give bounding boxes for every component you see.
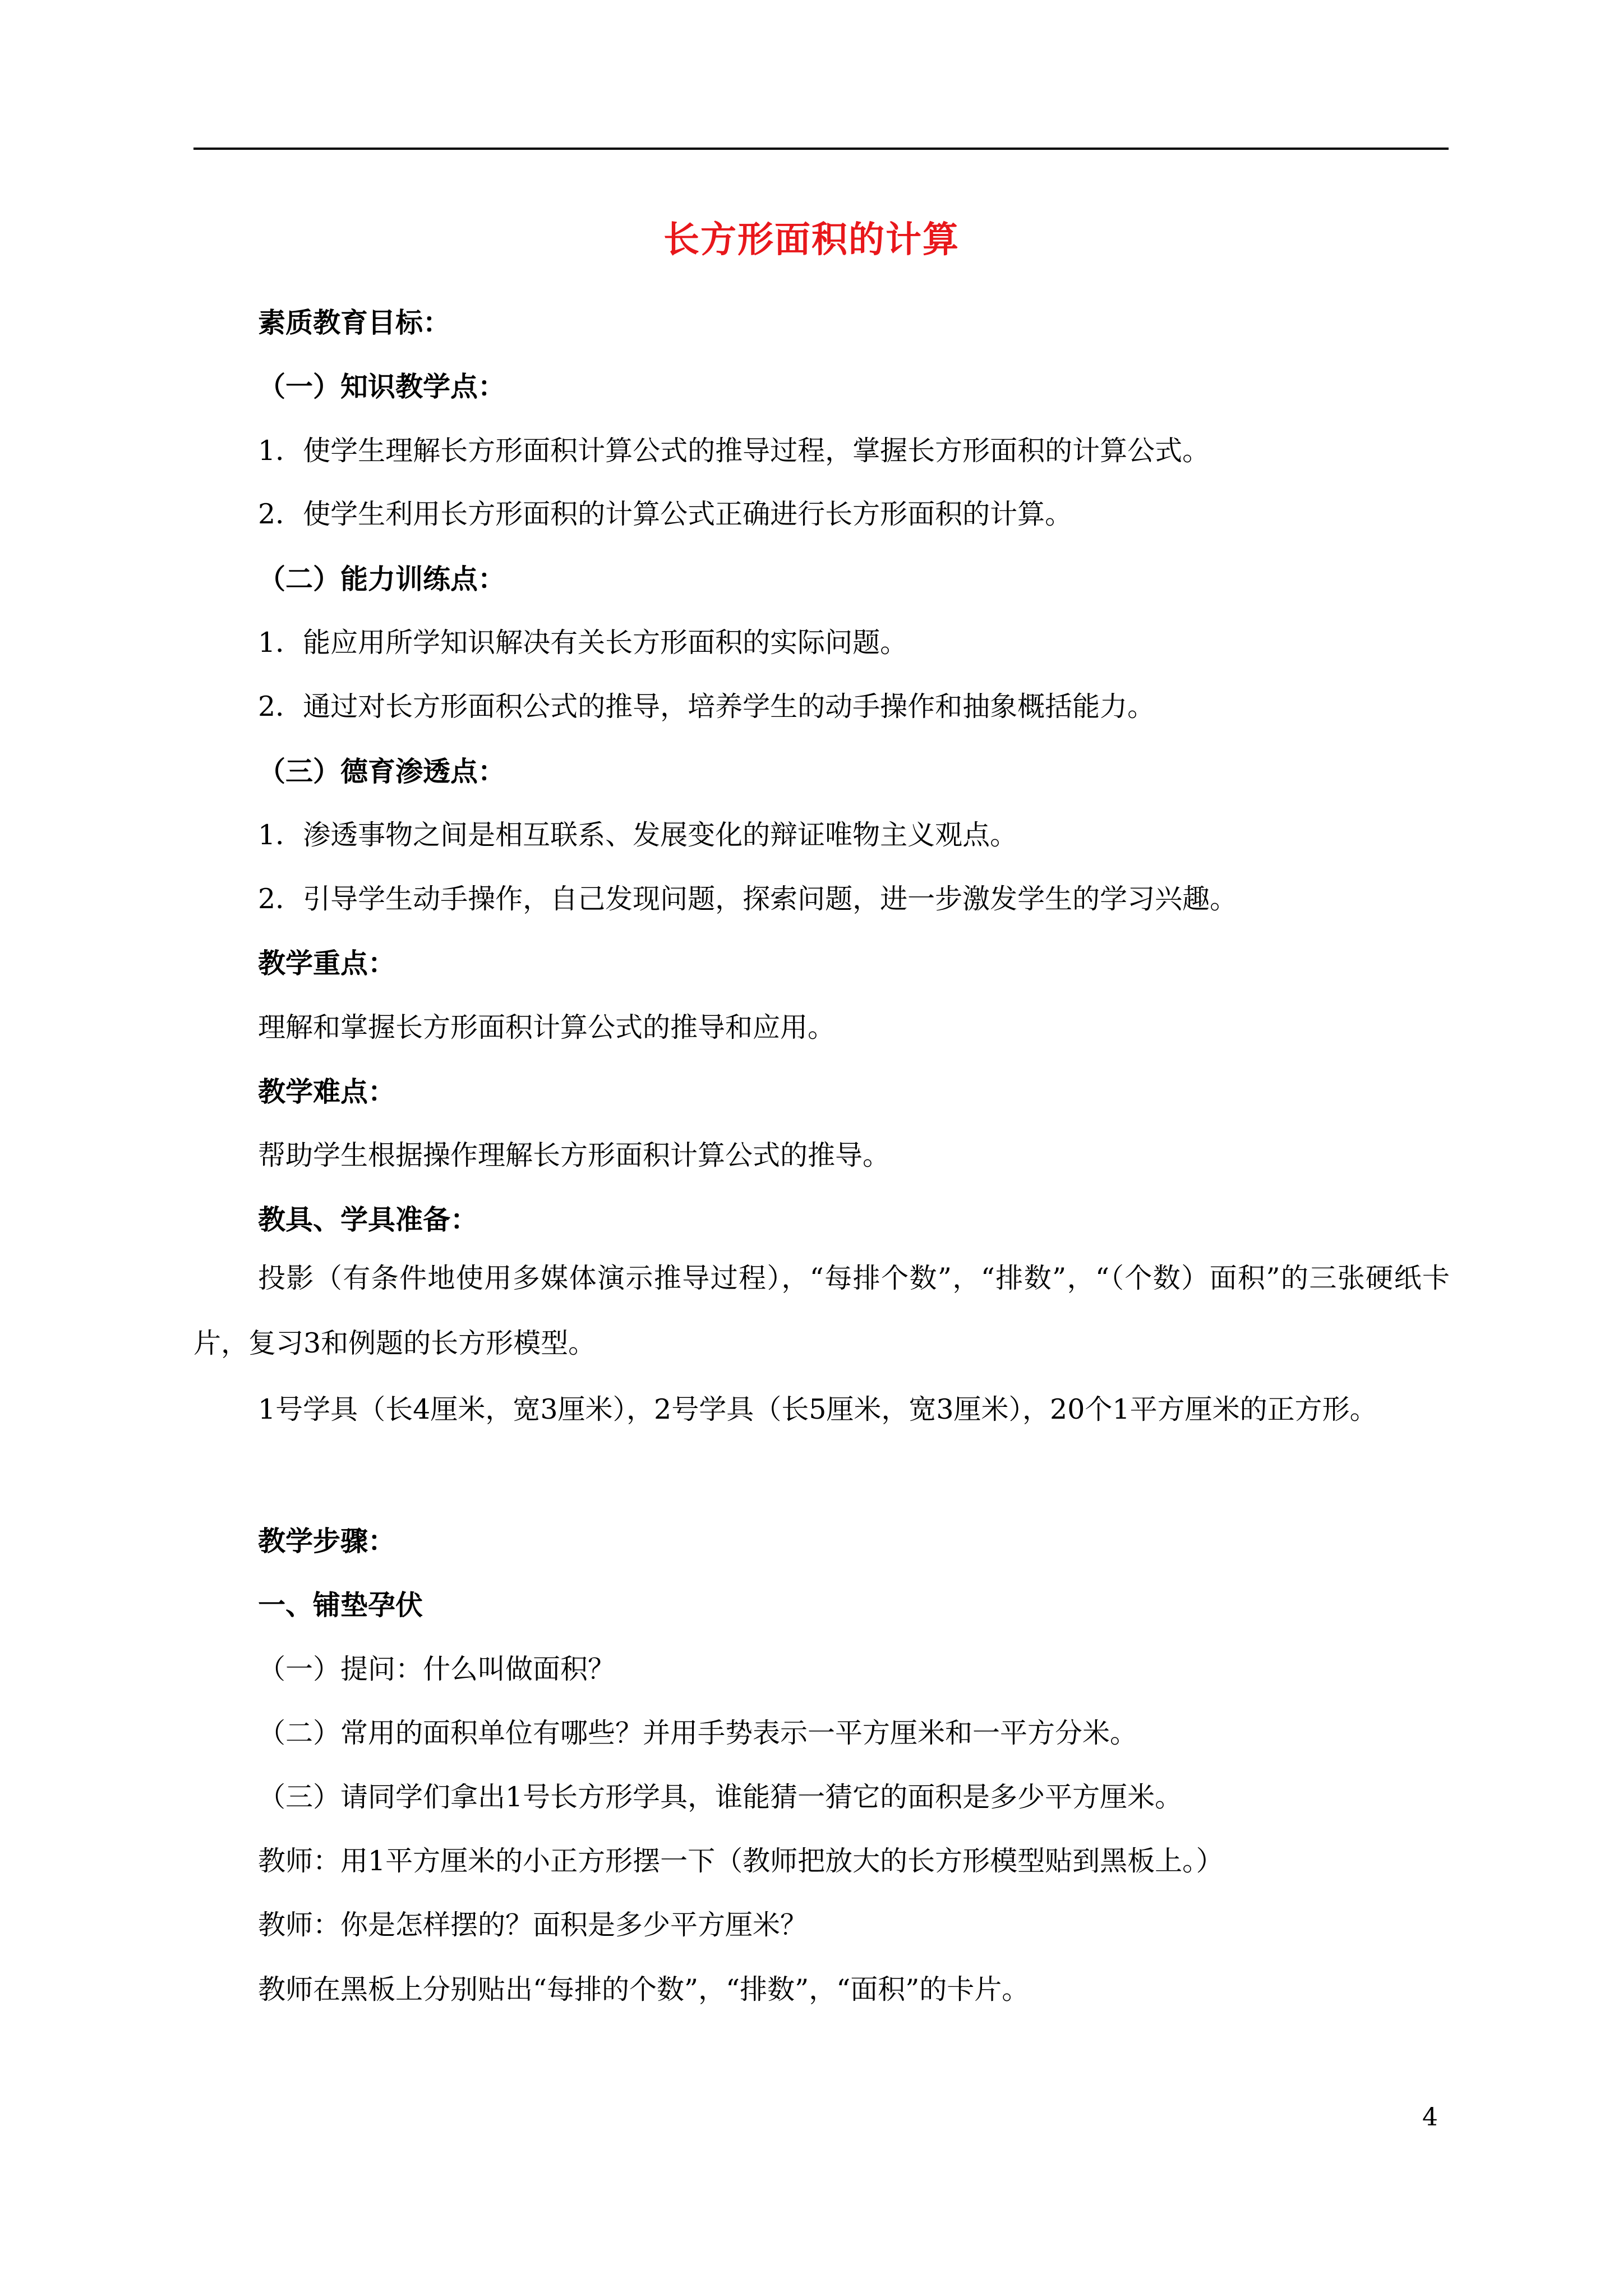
prep-paragraph: 投影（有条件地使用多媒体演示推导过程），“每排个数”，“排数”，“（个数）面积”的三张硬纸卡片，复习3和例题的长方形模型。 — [193, 1262, 1450, 1359]
step-one-item: 教师：你是怎样摆的？面积是多少平方厘米？ — [258, 1909, 808, 1941]
step-one-item: （三）请同学们拿出1号长方形学具，谁能猜一猜它的面积是多少平方厘米。 — [258, 1781, 1183, 1813]
goals-heading: 素质教育目标： — [258, 306, 451, 339]
prep-paragraph: 1号学具（长4厘米，宽3厘米），2号学具（长5厘米，宽3厘米），20个1平方厘米的正方形。 — [258, 1393, 1377, 1425]
moral-item: 1．渗透事物之间是相互联系、发展变化的辩证唯物主义观点。 — [258, 819, 1018, 851]
knowledge-heading: （一）知识教学点： — [258, 370, 506, 403]
step-one-item: （一）提问：什么叫做面积？ — [258, 1653, 616, 1685]
knowledge-item: 2．使学生利用长方形面积的计算公式正确进行长方形面积的计算。 — [258, 498, 1073, 530]
ability-heading: （二）能力训练点： — [258, 563, 506, 595]
moral-item: 2．引导学生动手操作，自己发现问题，探索问题，进一步激发学生的学习兴趣。 — [258, 883, 1238, 915]
step-one-heading: 一、铺垫孕伏 — [258, 1589, 423, 1621]
moral-heading: （三）德育渗透点： — [258, 755, 506, 788]
prep-heading: 教具、学具准备： — [258, 1203, 478, 1236]
step-one-item: 教师：用1平方厘米的小正方形摆一下（教师把放大的长方形模型贴到黑板上。） — [258, 1845, 1224, 1877]
difficulty-text: 帮助学生根据操作理解长方形面积计算公式的推导。 — [258, 1139, 891, 1171]
header-rule — [193, 148, 1449, 150]
key-text: 理解和掌握长方形面积计算公式的推导和应用。 — [258, 1011, 836, 1043]
difficulty-heading: 教学难点： — [258, 1075, 396, 1108]
step-one-item: 教师在黑板上分别贴出“每排的个数”，“排数”，“面积”的卡片。 — [258, 1973, 1030, 2005]
page-title: 长方形面积的计算 — [663, 219, 960, 261]
key-heading: 教学重点： — [258, 947, 396, 979]
steps-heading: 教学步骤： — [258, 1525, 396, 1557]
page-number: 4 — [1422, 2103, 1438, 2132]
ability-item: 1．能应用所学知识解决有关长方形面积的实际问题。 — [258, 627, 908, 659]
knowledge-item: 1．使学生理解长方形面积计算公式的推导过程，掌握长方形面积的计算公式。 — [258, 435, 1210, 467]
step-one-item: （二）常用的面积单位有哪些？并用手势表示一平方厘米和一平方分米。 — [258, 1717, 1138, 1749]
ability-item: 2．通过对长方形面积公式的推导，培养学生的动手操作和抽象概括能力。 — [258, 691, 1155, 723]
